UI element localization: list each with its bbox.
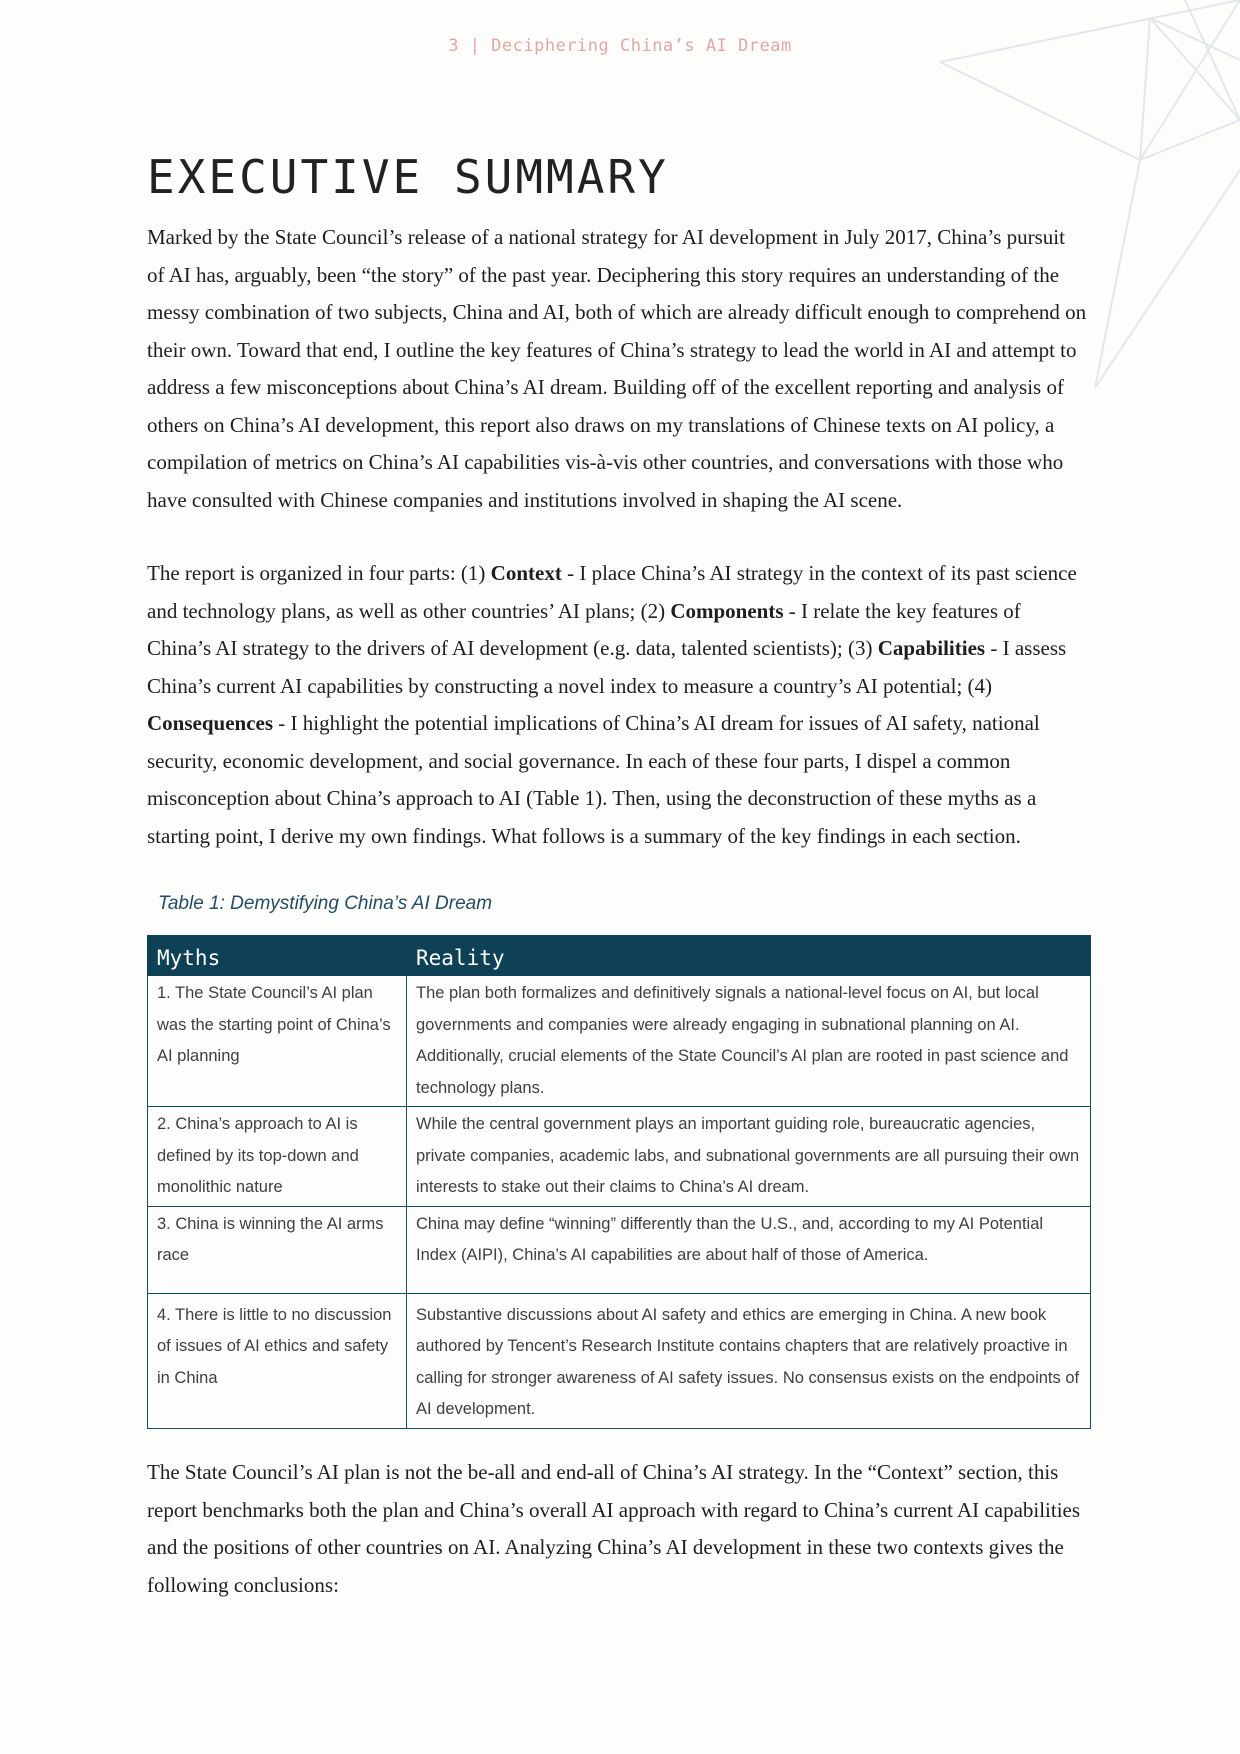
- myth-cell: 4. There is little to no discussion of issues of AI ethics and safety in China: [148, 1293, 407, 1428]
- organization-paragraph: [147, 555, 1087, 855]
- org-text-5: - I highlight the potential implications of China’s AI dream for issues of AI safety, national security, economic development, and social governance. In each of these four parts, I dispel a common misconception about China’s approach to AI (Table 1). Then, using the deconstruction of these myths as a starting point, I derive my own findings. What follows is a summary of the key findings in each section.: [147, 711, 1040, 848]
- reality-cell: While the central government plays an important guiding role, bureaucratic agencies, private companies, academic labs, and subnational governments are all pursuing their own interests to stake out their claims to China’s AI dream.: [407, 1107, 1091, 1207]
- table-row: [148, 976, 1091, 1107]
- intro-paragraph: Marked by the State Council’s release of a national strategy for AI development in July 2017, China’s pursuit of AI has, arguably, been “the story” of the past year. Deciphering this story requires an understanding of the messy combination of two subjects, China and AI, both of which are already difficult enough to comprehend on their own. Toward that end, I outline the key features of China’s strategy to lead the world in AI and attempt to address a few misconceptions about China’s AI dream. Building off of the excellent reporting and analysis of others on China’s AI development, this report also draws on my translations of Chinese texts on AI policy, a compilation of metrics on China’s AI capabilities vis-à-vis other countries, and conversations with those who have consulted with Chinese companies and institutions involved in shaping the AI scene.: [147, 225, 1087, 512]
- org-text-1: The report is organized in four parts: (1): [147, 561, 491, 585]
- myth-cell: 1. The State Council’s AI plan was the starting point of China’s AI planning: [148, 976, 407, 1107]
- term-capabilities: Capabilities: [877, 636, 986, 660]
- myth-cell: 3. China is winning the AI arms race: [148, 1206, 407, 1293]
- table-row: [148, 1293, 1091, 1428]
- table-row: [148, 1206, 1091, 1293]
- term-consequences: Consequences: [147, 711, 274, 735]
- page-header: 3 | Deciphering China’s AI Dream: [448, 36, 792, 56]
- reality-cell: China may define “winning” differently than the U.S., and, according to my AI Potential Index (AIPI), China’s AI capabilities are about half of those of America.: [407, 1206, 1091, 1293]
- header-myths: Myths: [148, 936, 407, 976]
- header-reality: Reality: [407, 936, 1091, 976]
- section-title: EXECUTIVE SUMMARY: [147, 150, 669, 204]
- reality-cell: Substantive discussions about AI safety and ethics are emerging in China. A new book authored by Tencent’s Research Institute contains chapters that are relatively proactive in calling for stronger awareness of AI safety issues. No consensus exists on the endpoints of AI development.: [407, 1293, 1091, 1428]
- term-components: Components: [670, 598, 784, 623]
- table-caption: Table 1: Demystifying China’s AI Dream: [158, 893, 493, 914]
- table-row: [148, 1107, 1091, 1207]
- reality-cell: The plan both formalizes and definitively signals a national-level focus on AI, but local governments and companies were already engaging in subnational planning on AI. Additionally, crucial elements of the State Council’s AI plan are rooted in past science and technology plans.: [407, 976, 1091, 1107]
- org-text-3: - I relate the key features of China’s AI strategy to the drivers of AI development (e.g. data, talented scientists); (3): [147, 598, 1021, 660]
- org-text-4: - I assess China’s current AI capabilities by constructing a novel index to measure a country’s AI potential; (4): [147, 636, 1067, 698]
- org-text-2: - I place China’s AI strategy in the context of its past science and technology plans, as well as other countries’ AI plans; (2): [147, 561, 1077, 623]
- table-header-row: [148, 936, 1091, 976]
- myth-cell: 2. China’s approach to AI is defined by its top-down and monolithic nature: [148, 1107, 407, 1207]
- myths-reality-table: [147, 935, 1091, 1429]
- closing-paragraph: The State Council’s AI plan is not the be-all and end-all of China’s AI strategy. In the “Context” section, this report benchmarks both the plan and China’s overall AI approach with regard to China’s current AI capabilities and the positions of other countries on AI. Analyzing China’s AI development in these two contexts gives the following conclusions:: [147, 1460, 1081, 1597]
- term-context: Context: [490, 561, 562, 585]
